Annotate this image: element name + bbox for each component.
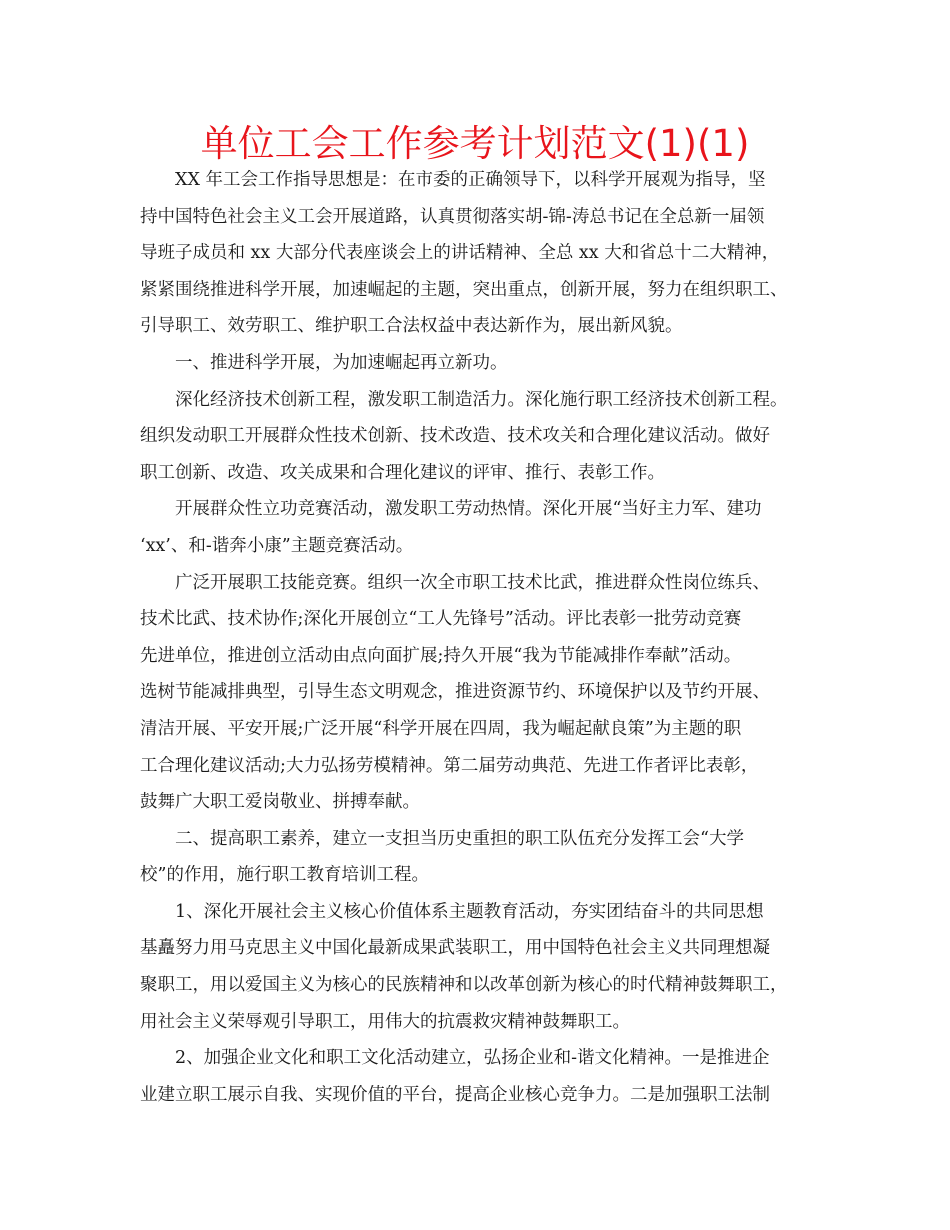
text-line: 二、提高职工素养，建立一支担当历史重担的职工队伍充分发挥工会“大学 <box>175 828 744 849</box>
text-line: 组织发动职工开展群众性技术创新、技术改造、技术攻关和合理化建议活动。做好 <box>140 426 770 447</box>
paragraph <box>140 382 823 492</box>
text-line: 工合理化建议活动;大力弘扬劳模精神。第二届劳动典范、先进工作者评比表彰， <box>140 755 759 776</box>
text-line: 先进单位，推进创立活动由点向面扩展;持久开展“我为节能减排作奉献”活动。 <box>140 645 742 666</box>
text-line: 引导职工、效劳职工、维护职工合法权益中表达新作为，展出新风貌。 <box>140 316 683 337</box>
document-title: 单位工会工作参考计划范文(1)(1) <box>200 122 750 165</box>
text-line: 深化经济技术创新工程，激发职工制造活力。深化施行职工经济技术创新工程。 <box>175 389 788 410</box>
text-line: 聚职工，用以爱国主义为核心的民族精神和以改革创新为核心的时代精神鼓舞职工， <box>140 975 788 996</box>
paragraph <box>140 894 823 1040</box>
paragraph <box>140 491 823 564</box>
paragraph <box>140 162 823 345</box>
text-line: 业建立职工展示自我、实现价值的平台，提高企业核心竞争力。二是加强职工法制 <box>140 1084 770 1105</box>
text-line: 一、推进科学开展，为加速崛起再立新功。 <box>175 352 508 373</box>
paragraph <box>140 1040 823 1113</box>
document-body <box>140 162 823 1113</box>
paragraph <box>140 821 823 894</box>
text-line: 用社会主义荣辱观引导职工，用伟大的抗震救灾精神鼓舞职工。 <box>140 1011 630 1032</box>
text-line: 基矗努力用马克思主义中国化最新成果武装职工，用中国特色社会主义共同理想凝 <box>140 938 770 959</box>
text-line: 开展群众性立功竞赛活动，激发职工劳动热情。深化开展“当好主力军、建功 <box>175 499 762 520</box>
text-line: 职工创新、改造、攻关成果和合理化建议的评审、推行、表彰工作。 <box>140 462 665 483</box>
text-line: 紧紧围绕推进科学开展，加速崛起的主题，突出重点，创新开展，努力在组织职工、 <box>140 279 788 300</box>
text-line: 2、加强企业文化和职工文化活动建立，弘扬企业和-谐文化精神。一是推进企 <box>175 1048 770 1069</box>
text-line: 1、深化开展社会主义核心价值体系主题教育活动，夯实团结奋斗的共同思想 <box>175 901 764 922</box>
text-line: 校”的作用，施行职工教育培训工程。 <box>140 865 429 886</box>
paragraph <box>140 565 823 821</box>
text-line: XX 年工会工作指导思想是：在市委的正确领导下，以科学开展观为指导，坚 <box>175 170 766 190</box>
text-line: 技术比武、技术协作;深化开展创立“工人先锋号”活动。评比表彰一批劳动竞赛 <box>140 609 742 630</box>
paragraph <box>140 345 823 382</box>
text-line: 持中国特色社会主义工会开展道路，认真贯彻落实胡-锦-涛总书记在全总新一届领 <box>140 206 765 227</box>
text-line: 鼓舞广大职工爱岗敬业、拼搏奉献。 <box>140 792 420 813</box>
text-line: 导班子成员和 xx 大部分代表座谈会上的讲话精神、全总 xx 大和省总十二大精神， <box>140 243 780 264</box>
text-line: 清洁开展、平安开展;广泛开展“科学开展在四周，我为崛起献良策”为主题的职 <box>140 718 742 739</box>
text-line: 广泛开展职工技能竞赛。组织一次全市职工技术比武，推进群众性岗位练兵、 <box>175 572 770 593</box>
text-line: 选树节能减排典型，引导生态文明观念，推进资源节约、环境保护以及节约开展、 <box>140 682 770 703</box>
text-line: ‘xx’、和-谐奔小康”主题竞赛活动。 <box>140 535 414 556</box>
